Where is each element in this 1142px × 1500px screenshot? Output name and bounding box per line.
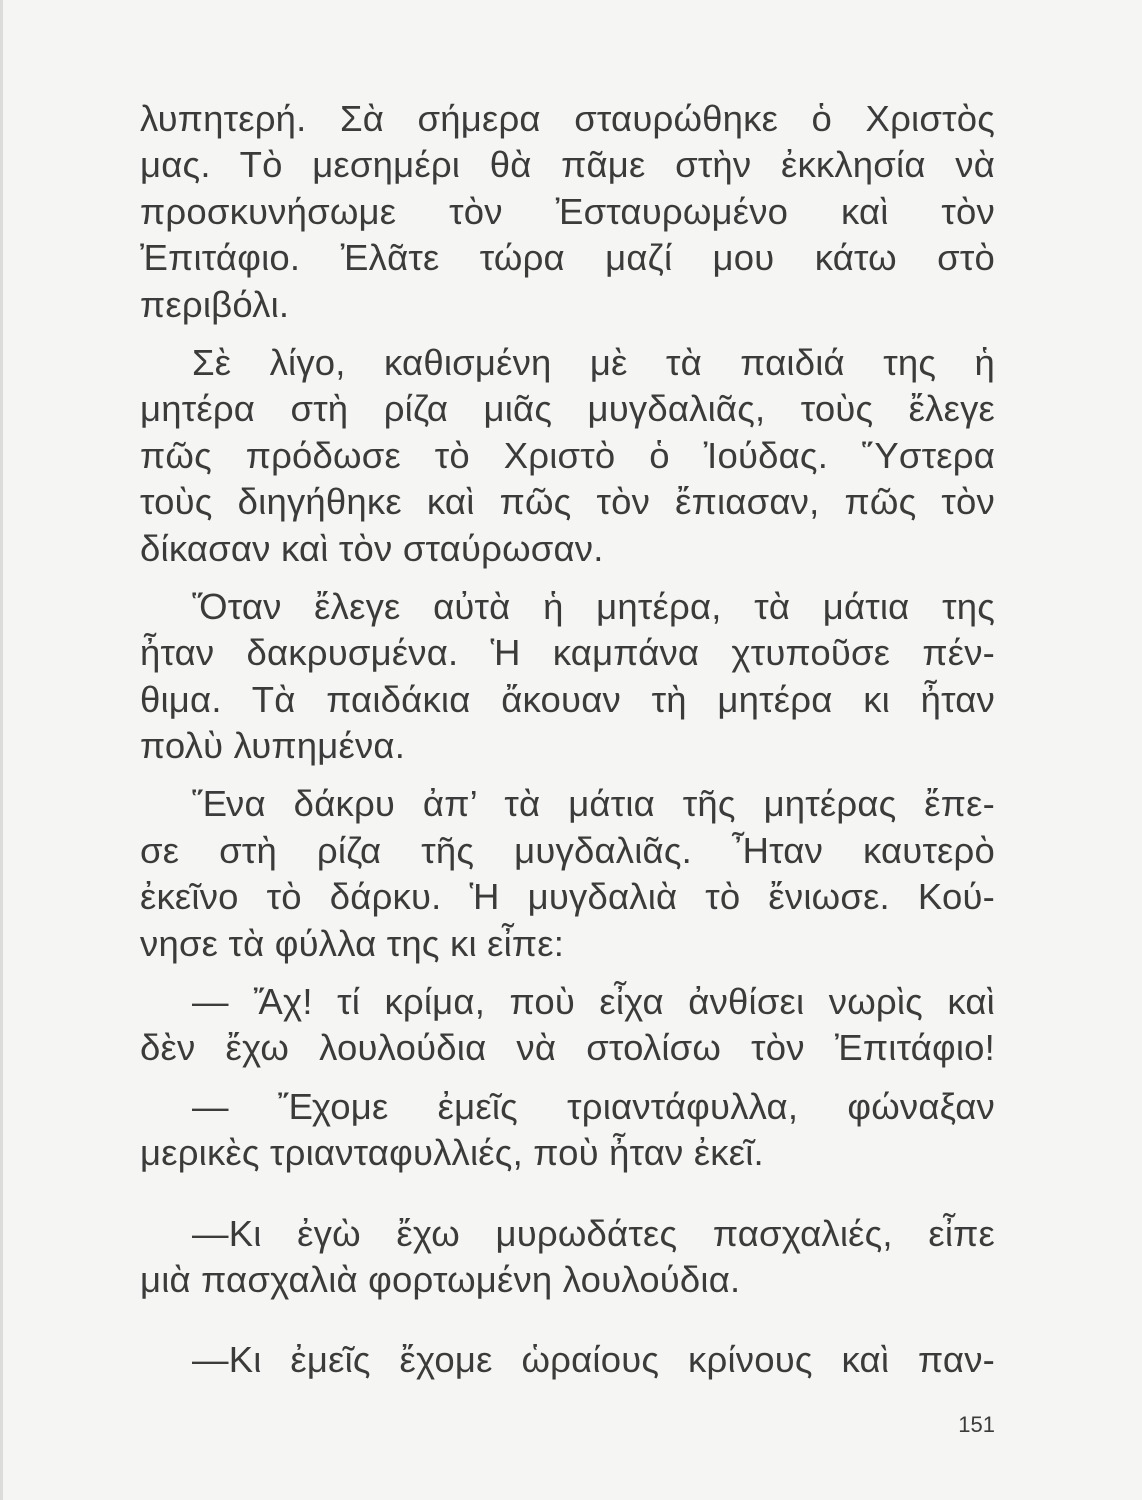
page-edge-shadow [0,0,3,1500]
text-line: περιβόλι. [140,283,290,325]
text-line: μας. Τὸ μεσημέρι θὰ πᾶμε στὴν ἐκκλησία νὰ [140,144,995,186]
text-line: πῶς πρόδωσε τὸ Χριστὸ ὁ Ἰούδας. Ὕστερα [140,434,995,476]
text-line: σε στὴ ρίζα τῆς μυγδαλιᾶς. Ἦταν καυτερὸ [140,829,995,871]
text-line: προσκυνήσωμε τὸν Ἐσταυρωμένο καὶ τὸν [140,190,995,232]
paragraph [140,1084,995,1177]
text-line: θιμα. Τὰ παιδάκια ἄκουαν τὴ μητέρα κι ἦταν [140,678,995,720]
paragraph-gap [140,967,995,979]
text-line: Ἕνα δάκρυ ἀπ’ τὰ μάτια τῆς μητέρας ἔπε- [192,783,995,825]
text-line: ἦταν δακρυσμένα. Ἡ καμπάνα χτυποῦσε πέν- [140,632,995,674]
text-line: δὲν ἔχω λουλούδια νὰ στολίσω τὸν Ἐπιτάφιο! [140,1027,995,1069]
text-line: ἐκεῖνο τὸ δάρκυ. Ἡ μυγδαλιὰ τὸ ἔνιωσε. Κού- [140,876,995,918]
paragraph [140,1211,995,1304]
paragraph-gap [140,1303,995,1337]
text-line: μερικὲς τριανταφυλλιές, ποὺ ἦταν ἐκεῖ. [140,1132,764,1174]
paragraph [140,979,995,1072]
paragraph-gap [140,572,995,584]
body-text [140,96,995,1384]
page-number: 151 [958,1412,995,1437]
paragraph [140,96,995,328]
text-line: τοὺς διηγήθηκε καὶ πῶς τὸν ἔπιασαν, πῶς τὸν [140,481,995,523]
text-line: νησε τὰ φύλλα της κι εἶπε: [140,922,565,964]
paragraph-gap [140,1072,995,1084]
text-line: —Κι ἐμεῖς ἔχομε ὡραίους κρίνους καὶ παν- [192,1339,995,1381]
text-line: Σὲ λίγο, καθισμένη μὲ τὰ παιδιά της ἡ [192,341,995,383]
paragraph [140,340,995,572]
text-line: δίκασαν καὶ τὸν σταύρωσαν. [140,527,604,569]
paragraph-gap [140,769,995,781]
paragraph [140,584,995,770]
text-line: μιὰ πασχαλιὰ φορτωμένη λουλούδια. [140,1258,741,1300]
text-line: λυπητερή. Σὰ σήμερα σταυρώθηκε ὁ Χριστὸς [140,98,995,139]
text-line: —Κι ἐγὼ ἔχω μυρωδάτες πασχαλιές, εἶπε [192,1212,995,1254]
paragraph-gap [140,328,995,340]
text-line: πολὺ λυπημένα. [140,725,406,767]
text-line: μητέρα στὴ ρίζα μιᾶς μυγδαλιᾶς, τοὺς ἔλεγε [140,388,995,430]
paragraph-gap [140,1177,995,1211]
text-line: Ἐπιτάφιο. Ἐλᾶτε τώρα μαζί μου κάτω στὸ [140,237,995,279]
text-line: — Ἄχ! τί κρίμα, ποὺ εἶχα ἀνθίσει νωρὶς καὶ [192,981,995,1023]
paragraph [140,781,995,967]
text-line: Ὅταν ἔλεγε αὐτὰ ἡ μητέρα, τὰ μάτια της [192,585,995,627]
paragraph [140,1337,995,1383]
text-line: — Ἔχομε ἐμεῖς τριαντάφυλλα, φώναξαν [192,1085,995,1127]
